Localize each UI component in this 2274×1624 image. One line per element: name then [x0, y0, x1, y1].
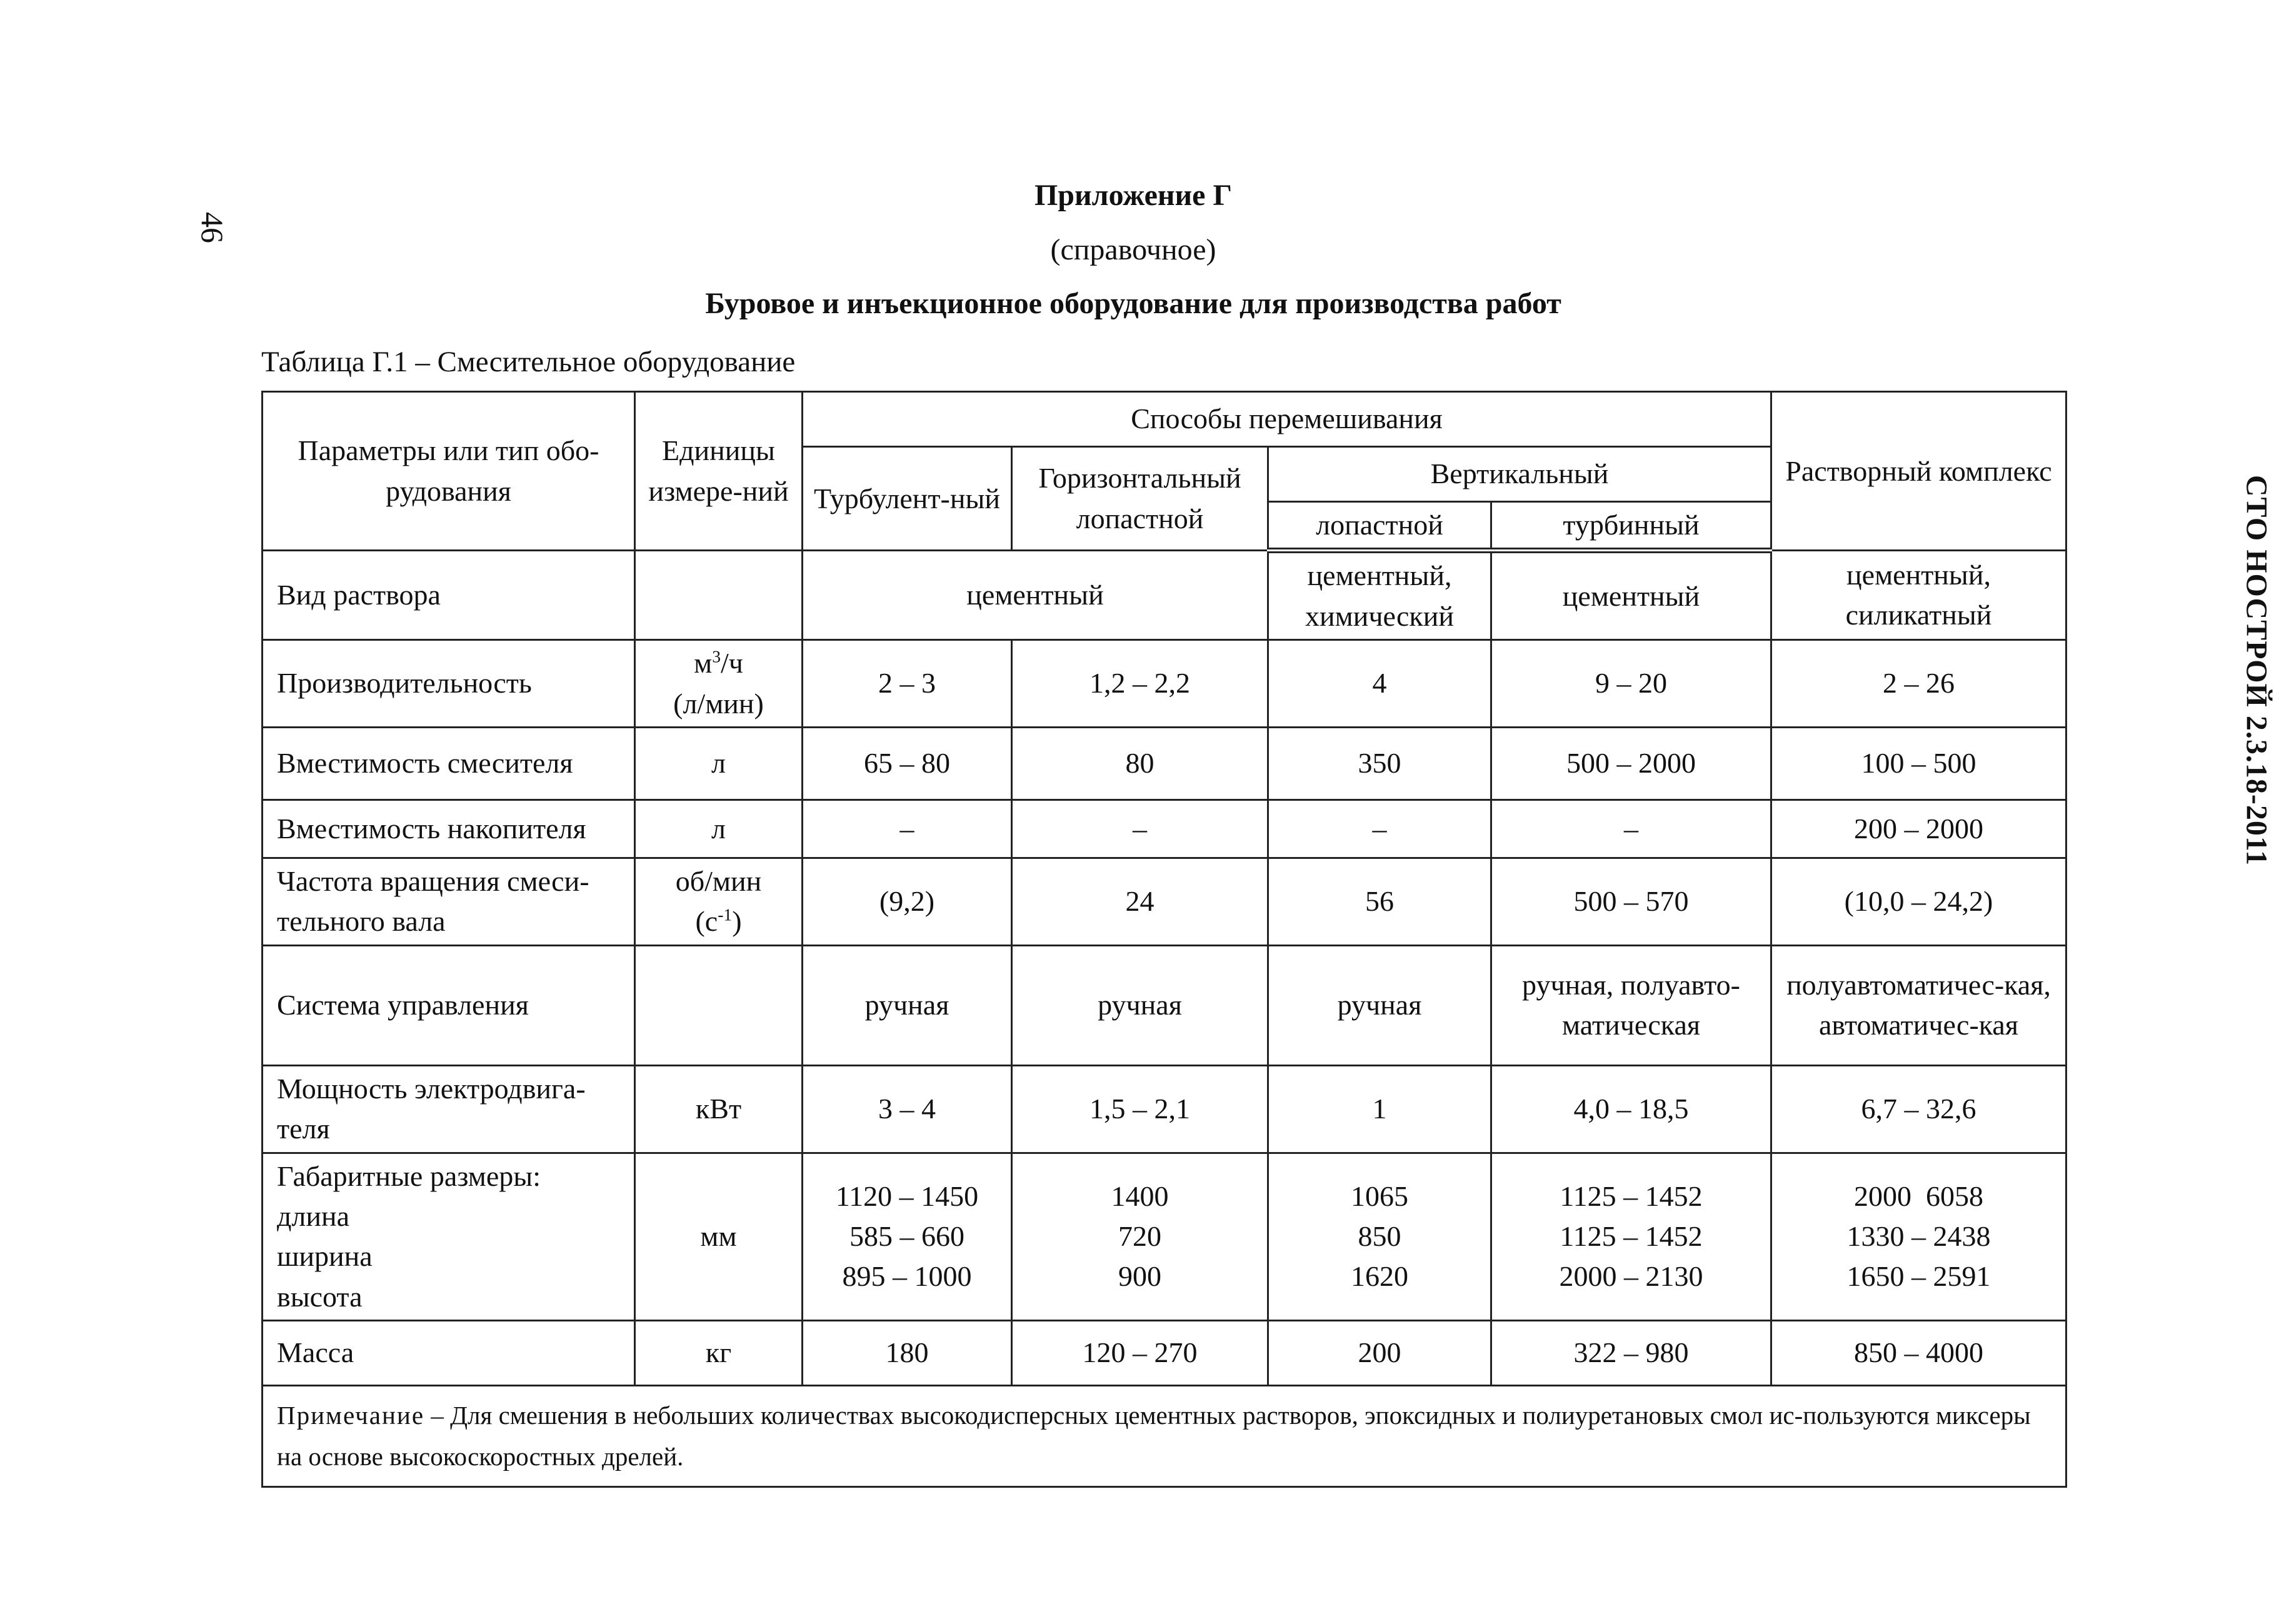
value-cell: 1065 850 1620 — [1268, 1153, 1491, 1321]
unit-cell: л — [635, 727, 803, 799]
value-cell: цементный — [1491, 551, 1771, 640]
value-cell: цементный — [803, 551, 1268, 640]
value-cell: 65 – 80 — [803, 727, 1012, 799]
header-vertical: Вертикальный — [1268, 447, 1771, 502]
row-label: Частота вращения смеси-тельного вала — [263, 858, 635, 945]
header-turbulent: Турбулент-ный — [803, 447, 1012, 551]
unit-line: об/мин — [675, 865, 762, 897]
header-units: Единицы измере-ний — [635, 392, 803, 551]
value-cell: 6,7 – 32,6 — [1771, 1065, 2066, 1153]
value-cell: 120 – 270 — [1012, 1321, 1268, 1386]
value-cell: ручная, полуавто-матическая — [1491, 945, 1771, 1065]
row-label: Вместимость смесителя — [263, 727, 635, 799]
table-row — [263, 551, 2066, 640]
unit-line: $м^3/ч$ — [694, 646, 743, 679]
unit-cell — [635, 945, 803, 1065]
value-cell: 9 – 20 — [1491, 640, 1771, 728]
header-vertical-paddle: лопастной — [1268, 502, 1491, 551]
header-mortar-complex: Растворный комплекс — [1771, 392, 2066, 551]
value-cell: 2 – 26 — [1771, 640, 2066, 728]
table-note — [263, 1386, 2066, 1487]
value-cell: 100 – 500 — [1771, 727, 2066, 799]
value-cell: 1400 720 900 — [1012, 1153, 1268, 1321]
value-cell: – — [1491, 799, 1771, 858]
row-label: Мощность электродвига-теля — [263, 1065, 635, 1153]
appendix-subtitle: (справочное) — [1050, 233, 1216, 266]
header-row — [263, 392, 2066, 447]
value-cell: 322 – 980 — [1491, 1321, 1771, 1386]
value-cell: – — [1012, 799, 1268, 858]
value-cell: 180 — [803, 1321, 1012, 1386]
note-row — [263, 1386, 2066, 1487]
value-cell: ручная — [1268, 945, 1491, 1065]
value-cell: 1,2 – 2,2 — [1012, 640, 1268, 728]
row-label: Вид раствора — [263, 551, 635, 640]
value-cell: 2000 6058 1330 – 2438 1650 – 2591 — [1771, 1153, 2066, 1321]
document-code-header: СТО НОСТРОЙ 2.3.18-2011 — [2240, 474, 2273, 866]
value-cell: 1125 – 1452 1125 – 1452 2000 – 2130 — [1491, 1153, 1771, 1321]
table-row — [263, 1153, 2066, 1321]
unit-line: $(с^{-1})$ — [695, 905, 742, 938]
unit-cell — [635, 640, 803, 728]
value-cell: (9,2) — [803, 858, 1012, 945]
table-row — [263, 640, 2066, 728]
section-title: Буровое и инъекционное оборудование для производства работ — [705, 287, 1561, 320]
row-label: Производительность — [263, 640, 635, 728]
row-label: Габаритные размеры: длина ширина высота — [263, 1153, 635, 1321]
value-cell: 80 — [1012, 727, 1268, 799]
value-cell: ручная — [1012, 945, 1268, 1065]
table-row — [263, 727, 2066, 799]
header-mixing-methods: Способы перемешивания — [803, 392, 1771, 447]
unit-line: (л/мин) — [673, 687, 764, 719]
row-label: Вместимость накопителя — [263, 799, 635, 858]
value-cell: ручная — [803, 945, 1012, 1065]
note-label: Примечание — [277, 1401, 425, 1430]
appendix-title: Приложение Г — [1034, 179, 1233, 212]
table-caption: Таблица Г.1 – Смесительное оборудование — [261, 346, 796, 378]
table-row — [263, 1321, 2066, 1386]
unit-cell: мм — [635, 1153, 803, 1321]
value-cell: 24 — [1012, 858, 1268, 945]
value-cell: 3 – 4 — [803, 1065, 1012, 1153]
page-number: 46 — [195, 212, 230, 243]
value-cell: 200 – 2000 — [1771, 799, 2066, 858]
table-row — [263, 945, 2066, 1065]
table-row — [263, 858, 2066, 945]
table-row — [263, 799, 2066, 858]
value-cell: – — [1268, 799, 1491, 858]
value-cell: 200 — [1268, 1321, 1491, 1386]
row-label: Масса — [263, 1321, 635, 1386]
unit-cell: кВт — [635, 1065, 803, 1153]
unit-cell — [635, 858, 803, 945]
value-cell: цементный, химический — [1268, 551, 1491, 640]
value-cell: – — [803, 799, 1012, 858]
row-label: Система управления — [263, 945, 635, 1065]
value-cell: 2 – 3 — [803, 640, 1012, 728]
value-cell: 500 – 570 — [1491, 858, 1771, 945]
value-cell: 850 – 4000 — [1771, 1321, 2066, 1386]
value-cell: 1120 – 1450 585 – 660 895 – 1000 — [803, 1153, 1012, 1321]
unit-cell: кг — [635, 1321, 803, 1386]
header-vertical-turbine: турбинный — [1491, 502, 1771, 551]
value-cell: 350 — [1268, 727, 1491, 799]
value-cell: полуавтоматичес-кая, автоматичес-кая — [1771, 945, 2066, 1065]
unit-cell — [635, 551, 803, 640]
value-cell: 1 — [1268, 1065, 1491, 1153]
value-cell: 1,5 – 2,1 — [1012, 1065, 1268, 1153]
note-text: – Для смешения в небольших количествах высокодисперсных цементных растворов, эпоксидных и полиуретановых смол ис-пользуются миксеры на основе высокоскоростных дрелей. — [277, 1401, 2031, 1471]
value-cell: 4,0 – 18,5 — [1491, 1065, 1771, 1153]
table-row — [263, 1065, 2066, 1153]
value-cell: 56 — [1268, 858, 1491, 945]
mixing-equipment-table — [261, 391, 2067, 1488]
header-param: Параметры или тип обо-рудования — [263, 392, 635, 551]
value-cell: цементный, силикатный — [1771, 551, 2066, 640]
value-cell: (10,0 – 24,2) — [1771, 858, 2066, 945]
value-cell: 500 – 2000 — [1491, 727, 1771, 799]
unit-cell: л — [635, 799, 803, 858]
header-horizontal-paddle: Горизонтальный лопастной — [1012, 447, 1268, 551]
value-cell: 4 — [1268, 640, 1491, 728]
